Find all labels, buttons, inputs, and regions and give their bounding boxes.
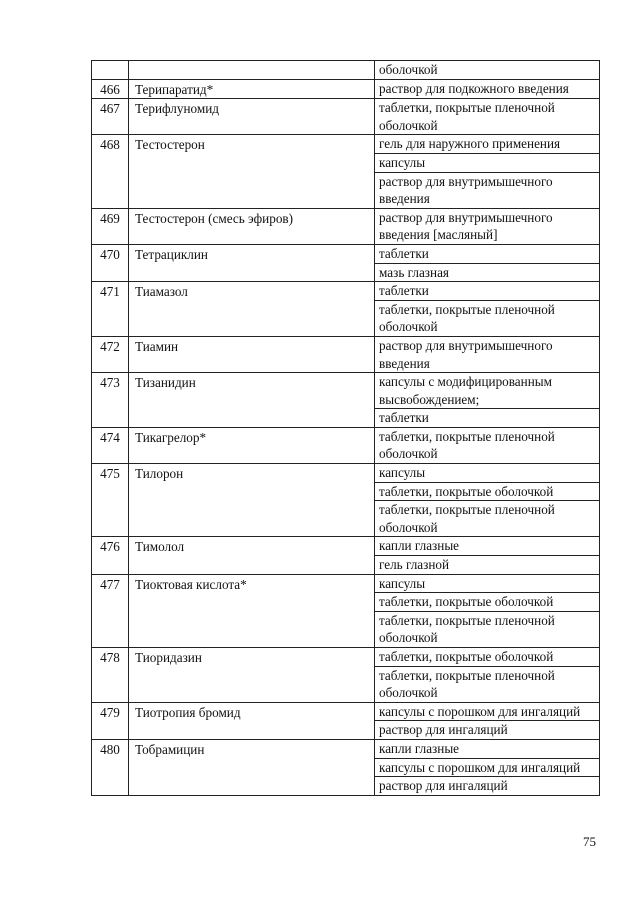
drug-name: Тилорон [129, 464, 375, 537]
table-row [92, 282, 600, 337]
drug-name: Тиамин [129, 336, 375, 372]
drug-name: Тестостерон [129, 135, 375, 208]
drug-name: Тетрациклин [129, 244, 375, 281]
table-row [92, 427, 600, 463]
dosage-form: раствор для ингаляций [379, 778, 508, 794]
dosage-form: капсулы [375, 464, 599, 483]
dosage-form: гель глазной [379, 557, 450, 573]
drug-name: Терифлуномид [129, 99, 375, 135]
row-number [92, 61, 129, 80]
dosage-forms [375, 336, 600, 372]
page-number: 75 [583, 834, 596, 849]
dosage-form: раствор для внутримышечного введения [379, 337, 553, 371]
drug-list-body [92, 61, 600, 796]
dosage-form: капсулы с порошком для ингаляций [375, 759, 599, 778]
continuation-row [92, 61, 600, 80]
table-row [92, 336, 600, 372]
drug-list-table [91, 60, 600, 796]
dosage-form: таблетки, покрытые оболочкой [375, 483, 599, 502]
row-number: 477 [92, 574, 129, 647]
dosage-form: таблетки, покрытые пленочной оболочкой [379, 612, 555, 646]
table-row [92, 244, 600, 281]
dosage-form: таблетки, покрытые оболочкой [375, 593, 599, 612]
drug-name: Тиотропия бромид [129, 702, 375, 739]
dosage-form: таблетки, покрытые пленочной оболочкой [379, 301, 555, 335]
table-row [92, 648, 600, 703]
dosage-forms [375, 739, 600, 795]
dosage-form: таблетки, покрытые пленочной оболочкой [379, 428, 555, 462]
dosage-form: раствор для внутримышечного введения [масляный] [379, 209, 553, 243]
dosage-form: раствор для ингаляций [379, 722, 508, 738]
dosage-form: таблетки, покрытые пленочной оболочкой [379, 667, 555, 701]
dosage-form: капсулы с порошком для ингаляций [375, 703, 599, 722]
dosage-form: таблетки, покрытые оболочкой [375, 648, 599, 667]
row-number: 480 [92, 739, 129, 795]
row-number: 476 [92, 537, 129, 574]
table-row [92, 79, 600, 99]
table-row [92, 373, 600, 428]
dosage-forms [375, 373, 600, 428]
row-number: 475 [92, 464, 129, 537]
dosage-forms [375, 282, 600, 337]
dosage-form: мазь глазная [379, 264, 449, 280]
dosage-form: гель для наружного применения [375, 135, 599, 154]
table-row [92, 464, 600, 537]
dosage-form: таблетки, покрытые пленочной оболочкой [379, 100, 555, 133]
drug-name: Тестостерон (смесь эфиров) [129, 208, 375, 244]
table-row [92, 537, 600, 574]
dosage-form: таблетки [375, 282, 599, 301]
row-number: 474 [92, 427, 129, 463]
dosage-form: таблетки, покрытые пленочной оболочкой [379, 502, 555, 535]
dosage-form: раствор для внутримышечного введения [379, 173, 553, 207]
drug-name: Тимолол [129, 537, 375, 574]
table-row [92, 739, 600, 795]
dosage-form: капсулы [375, 154, 599, 173]
dosage-form: таблетки [375, 245, 599, 264]
dosage-form: оболочкой [379, 62, 438, 77]
drug-name: Тиоридазин [129, 648, 375, 703]
dosage-forms [375, 648, 600, 703]
row-number: 472 [92, 336, 129, 372]
row-number: 468 [92, 135, 129, 208]
row-number: 466 [92, 79, 129, 99]
dosage-form: раствор для подкожного введения [379, 80, 569, 96]
drug-name [129, 61, 375, 80]
dosage-forms [375, 135, 600, 208]
drug-name: Тиоктовая кислота* [129, 574, 375, 647]
table-row [92, 574, 600, 647]
dosage-forms [375, 537, 600, 574]
drug-name: Тиамазол [129, 282, 375, 337]
table-row [92, 208, 600, 244]
dosage-form: капсулы с модифицированным высвобождением; [375, 373, 599, 409]
dosage-form: таблетки [379, 410, 429, 426]
dosage-forms [375, 244, 600, 281]
row-number: 479 [92, 702, 129, 739]
table-row [92, 99, 600, 135]
row-number: 469 [92, 208, 129, 244]
dosage-forms [375, 99, 600, 135]
dosage-form: капсулы [375, 575, 599, 594]
dosage-forms [375, 464, 600, 537]
dosage-forms [375, 61, 600, 80]
dosage-forms [375, 574, 600, 647]
dosage-forms [375, 427, 600, 463]
drug-name: Тикагрелор* [129, 427, 375, 463]
dosage-forms [375, 79, 600, 99]
row-number: 478 [92, 648, 129, 703]
dosage-form: капли глазные [375, 740, 599, 759]
row-number: 471 [92, 282, 129, 337]
dosage-form: капли глазные [375, 537, 599, 556]
drug-name: Тизанидин [129, 373, 375, 428]
table-row [92, 702, 600, 739]
drug-name: Терипаратид* [129, 79, 375, 99]
dosage-forms [375, 208, 600, 244]
table-row [92, 135, 600, 208]
drug-name: Тобрамицин [129, 739, 375, 795]
row-number: 473 [92, 373, 129, 428]
row-number: 470 [92, 244, 129, 281]
dosage-forms [375, 702, 600, 739]
row-number: 467 [92, 99, 129, 135]
